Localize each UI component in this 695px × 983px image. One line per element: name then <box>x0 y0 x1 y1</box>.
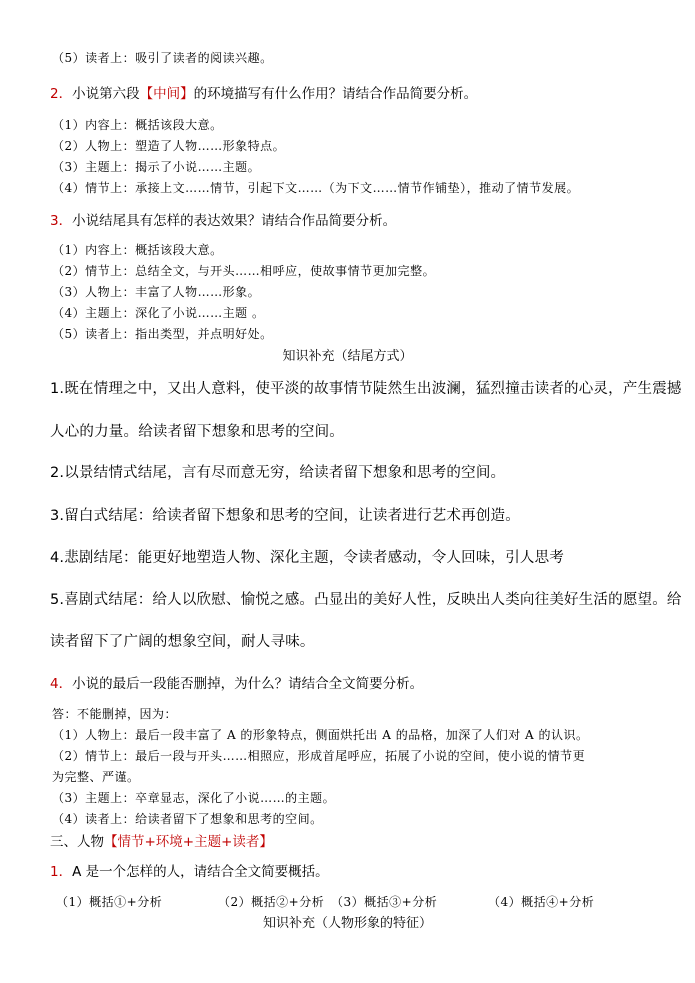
answer-item: （4）概括④+分析 <box>488 895 595 909</box>
section-title: 三、人物 <box>50 834 104 850</box>
answer-item: （1）内容上：概括该段大意。 <box>52 243 223 257</box>
supplement-line: 4.悲剧结尾：能更好地塑造人物、深化主题，令读者感动，令人回味，引人思考 <box>50 550 565 566</box>
supplement-line: 读者留下了广阔的想象空间，耐人寻味。 <box>50 634 315 650</box>
supplement-line: 1.既在情理之中，又出人意料，使平淡的故事情节陡然生出波澜，猛烈撞击读者的心灵，产生震撼 <box>50 381 682 397</box>
answer-item: （2）概括②+分析 <box>218 895 325 909</box>
answer-item: 为完整、严谨。 <box>52 770 140 784</box>
question-text: 小说的最后一段能否删掉，为什么？请结合全文简要分析。 <box>72 676 424 692</box>
answer-item: （1）概括①+分析 <box>56 895 163 909</box>
answer-item: （3）人物上：丰富了人物……形象。 <box>52 285 261 299</box>
supplement-line: 3.留白式结尾：给读者留下想象和思考的空间，让读者进行艺术再创造。 <box>50 508 520 524</box>
question-2 <box>50 82 477 102</box>
answer-item: （3）主题上：揭示了小说……主题。 <box>52 160 261 174</box>
question-number: 2． <box>50 86 73 102</box>
answer-item: （1）内容上：概括该段大意。 <box>52 118 223 132</box>
answer-item: （2）情节上：最后一段与开头……相照应，形成首尾呼应，拓展了小说的空间，使小说的情节更 <box>52 749 586 763</box>
answer-item: （4）情节上：承接上文……情节，引起下文……（为下文……情节作铺垫），推动了情节发展。 <box>52 181 580 195</box>
question-highlight: 【中间】 <box>139 86 194 102</box>
question-text: 的环境描写有什么作用？请结合作品简要分析。 <box>193 86 478 102</box>
supplement-title-character: 知识补充（人物形象的特征） <box>262 916 432 931</box>
question-3 <box>50 209 396 229</box>
supplement-title-ending: 知识补充（结尾方式） <box>282 349 413 364</box>
supplement-line: 人心的力量。给读者留下想象和思考的空间。 <box>50 424 344 440</box>
answer-item: （3）概括③+分析 <box>331 895 438 909</box>
question-number: 1． <box>50 864 73 880</box>
question-number: 4． <box>50 676 73 692</box>
section-heading <box>50 830 273 850</box>
item-reader-interest: （5）读者上：吸引了读者的阅读兴趣。 <box>52 51 273 65</box>
answer-item: （5）读者上：指出类型，并点明好处。 <box>52 327 273 341</box>
answer-item: （2）人物上：塑造了人物……形象特点。 <box>52 139 286 153</box>
answer-intro: 答：不能删掉，因为： <box>52 707 178 721</box>
question-4 <box>50 672 423 692</box>
question-text: 小说结尾具有怎样的表达效果？请结合作品简要分析。 <box>72 213 397 229</box>
answer-item: （1）人物上：最后一段丰富了 A 的形象特点，侧面烘托出 A 的品格，加深了人们对 A 的认识。 <box>52 728 589 742</box>
question-1-character <box>50 860 329 880</box>
answer-item: （4）读者上：给读者留下了想象和思考的空间。 <box>52 812 323 826</box>
supplement-line: 5.喜剧式结尾：给人以欣慰、愉悦之感。凸显出的美好人性，反映出人类向往美好生活的愿望。给 <box>50 592 682 608</box>
question-text: A 是一个怎样的人，请结合全文简要概括。 <box>72 864 329 880</box>
supplement-line: 2.以景结情式结尾，言有尽而意无穷，给读者留下想象和思考的空间。 <box>50 465 506 481</box>
question-text: 小说第六段 <box>72 86 140 102</box>
answer-item: （2）情节上：总结全文，与开头……相呼应，使故事情节更加完整。 <box>52 264 436 278</box>
section-tag: 【情节+环境+主题+读者】 <box>104 834 273 850</box>
answer-item: （3）主题上：卒章显志，深化了小说……的主题。 <box>52 791 336 805</box>
answer-item: （4）主题上：深化了小说……主题 。 <box>52 306 265 320</box>
question-number: 3． <box>50 213 73 229</box>
